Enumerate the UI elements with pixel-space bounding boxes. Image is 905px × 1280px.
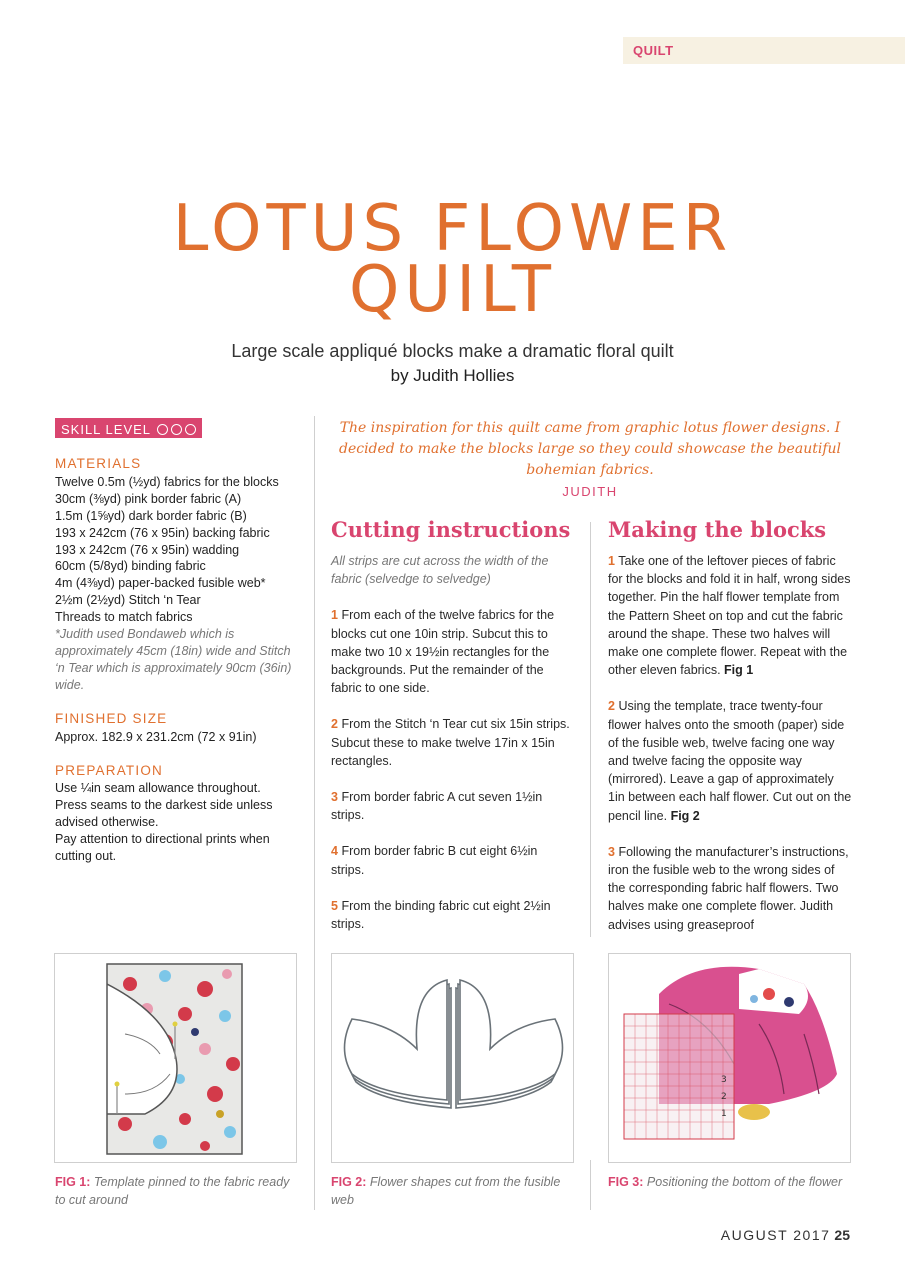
column-divider bbox=[590, 522, 591, 937]
rating-dot-icon bbox=[171, 424, 182, 435]
materials-item: 30cm (⅜yd) pink border fabric (A) bbox=[55, 491, 242, 506]
subtitle: Large scale appliqué blocks make a dramatic floral quilt bbox=[231, 341, 674, 361]
making-step: 3 Following the manufacturer’s instructions, iron the fusible web to the wrong sides of the corresponding fabric half flowers. Two halves make one complete flower. Judith advises using greaseproof bbox=[608, 844, 849, 932]
fig2-illustration bbox=[332, 954, 575, 1164]
materials-note: *Judith used Bondaweb which is approximately 45cm (18in) wide and Stitch ‘n Tear which is approximately 90cm (36in) wide. bbox=[55, 627, 292, 692]
preparation-line: Use ¼in seam allowance throughout. bbox=[55, 781, 261, 796]
making-instructions bbox=[608, 552, 853, 934]
making-step: 1 Take one of the leftover pieces of fabric for the blocks and fold it in half, wrong sides together. Pin the half flower template from the Pattern Sheet on top and cut the fabric around the shape. These two halves will make one complete flower. Repeat with the other eleven fabrics. Fig 1 bbox=[608, 554, 851, 678]
rating-dot-icon bbox=[185, 424, 196, 435]
making-heading: Making the blocks bbox=[608, 517, 827, 542]
preparation-line: Press seams to the darkest side unless advised otherwise. bbox=[55, 798, 273, 830]
figure-3 bbox=[608, 953, 851, 1163]
preparation-line: Pay attention to directional prints when cutting out. bbox=[55, 832, 270, 864]
finished-size-text: Approx. 182.9 x 231.2cm (72 x 91in) bbox=[55, 729, 257, 744]
materials-heading: MATERIALS bbox=[55, 456, 142, 471]
materials-item: 1.5m (1⅝yd) dark border fabric (B) bbox=[55, 508, 247, 523]
cutting-step: 1 From each of the twelve fabrics for the blocks cut one 10in strip. Subcut this to make two 10 x 19½in rectangles for the backgrounds. Put the remainder of the fabric to one side. bbox=[331, 608, 555, 696]
figure-1-caption: FIG 1: Template pinned to the fabric ready to cut around bbox=[55, 1175, 290, 1207]
materials-item: Threads to match fabrics bbox=[55, 610, 193, 625]
cutting-step: 2 From the Stitch ‘n Tear cut six 15in strips. Subcut these to make twelve 17in x 15in rectangles. bbox=[331, 717, 570, 768]
figure-2 bbox=[331, 953, 574, 1163]
ruler-mark: 1 bbox=[721, 1109, 727, 1119]
fig1-illustration bbox=[55, 954, 298, 1164]
materials-item: 60cm (5/8yd) binding fabric bbox=[55, 559, 206, 574]
preparation-heading: PREPARATION bbox=[55, 762, 163, 778]
column-divider bbox=[314, 416, 315, 1210]
section-label: QUILT bbox=[633, 43, 674, 58]
materials-item: 193 x 242cm (76 x 95in) wadding bbox=[55, 542, 240, 557]
ruler-mark: 2 bbox=[721, 1092, 727, 1102]
materials-item: 4m (4⅜yd) paper-backed fusible web* bbox=[55, 576, 266, 591]
issue-date: AUGUST 2017 bbox=[720, 1227, 831, 1243]
pull-quote-author: JUDITH bbox=[562, 484, 618, 499]
ruler-mark: 3 bbox=[721, 1075, 727, 1085]
cutting-intro: All strips are cut across the width of the fabric (selvedge to selvedge) bbox=[331, 554, 549, 587]
materials-item: 2½m (2½yd) Stitch ‘n Tear bbox=[55, 593, 201, 608]
making-step: 2 Using the template, trace twenty-four flower halves onto the smooth (paper) side of the fusible web, twelve facing one way and twelve facing the opposite way (mirrored). Leave a gap of approximately 1in between each half flower. Cut out on the pencil line. Fig 2 bbox=[608, 699, 852, 823]
skill-level-label: SKILL LEVEL bbox=[61, 421, 152, 437]
page-footer bbox=[721, 1227, 850, 1243]
materials-item: Twelve 0.5m (½yd) fabrics for the blocks bbox=[55, 474, 279, 489]
column-divider bbox=[590, 1160, 591, 1210]
materials-item: 193 x 242cm (76 x 95in) backing fabric bbox=[55, 525, 270, 540]
cutting-heading: Cutting instructions bbox=[331, 517, 571, 542]
cutting-step: 4 From border fabric B cut eight 6½in strips. bbox=[331, 844, 538, 877]
section-tab bbox=[623, 37, 905, 64]
page-number: 25 bbox=[834, 1227, 850, 1243]
pull-quote: The inspiration for this quilt came from graphic lotus flower designs. I decided to make the blocks large so they could showcase the beautiful bohemian fabrics. bbox=[338, 420, 841, 478]
skill-rating bbox=[157, 424, 196, 435]
cutting-step: 3 From border fabric A cut seven 1½in strips. bbox=[331, 790, 543, 823]
figure-3-caption: FIG 3: Positioning the bottom of the flower bbox=[608, 1175, 843, 1189]
byline: by Judith Hollies bbox=[390, 366, 515, 385]
sidebar-column bbox=[55, 456, 295, 865]
fig3-illustration bbox=[609, 954, 852, 1164]
cutting-instructions bbox=[331, 552, 571, 933]
page-title-line1: LOTUS FLOWER bbox=[172, 192, 733, 266]
finished-size-heading: FINISHED SIZE bbox=[55, 710, 168, 726]
skill-level-badge bbox=[55, 418, 202, 438]
figure-2-caption: FIG 2: Flower shapes cut from the fusible web bbox=[331, 1175, 561, 1207]
figure-1 bbox=[54, 953, 297, 1163]
rating-dot-icon bbox=[157, 424, 168, 435]
cutting-step: 5 From the binding fabric cut eight 2½in strips. bbox=[331, 898, 551, 932]
ruler-marks bbox=[721, 1075, 727, 1119]
page-title-line2: QUILT bbox=[348, 253, 557, 327]
